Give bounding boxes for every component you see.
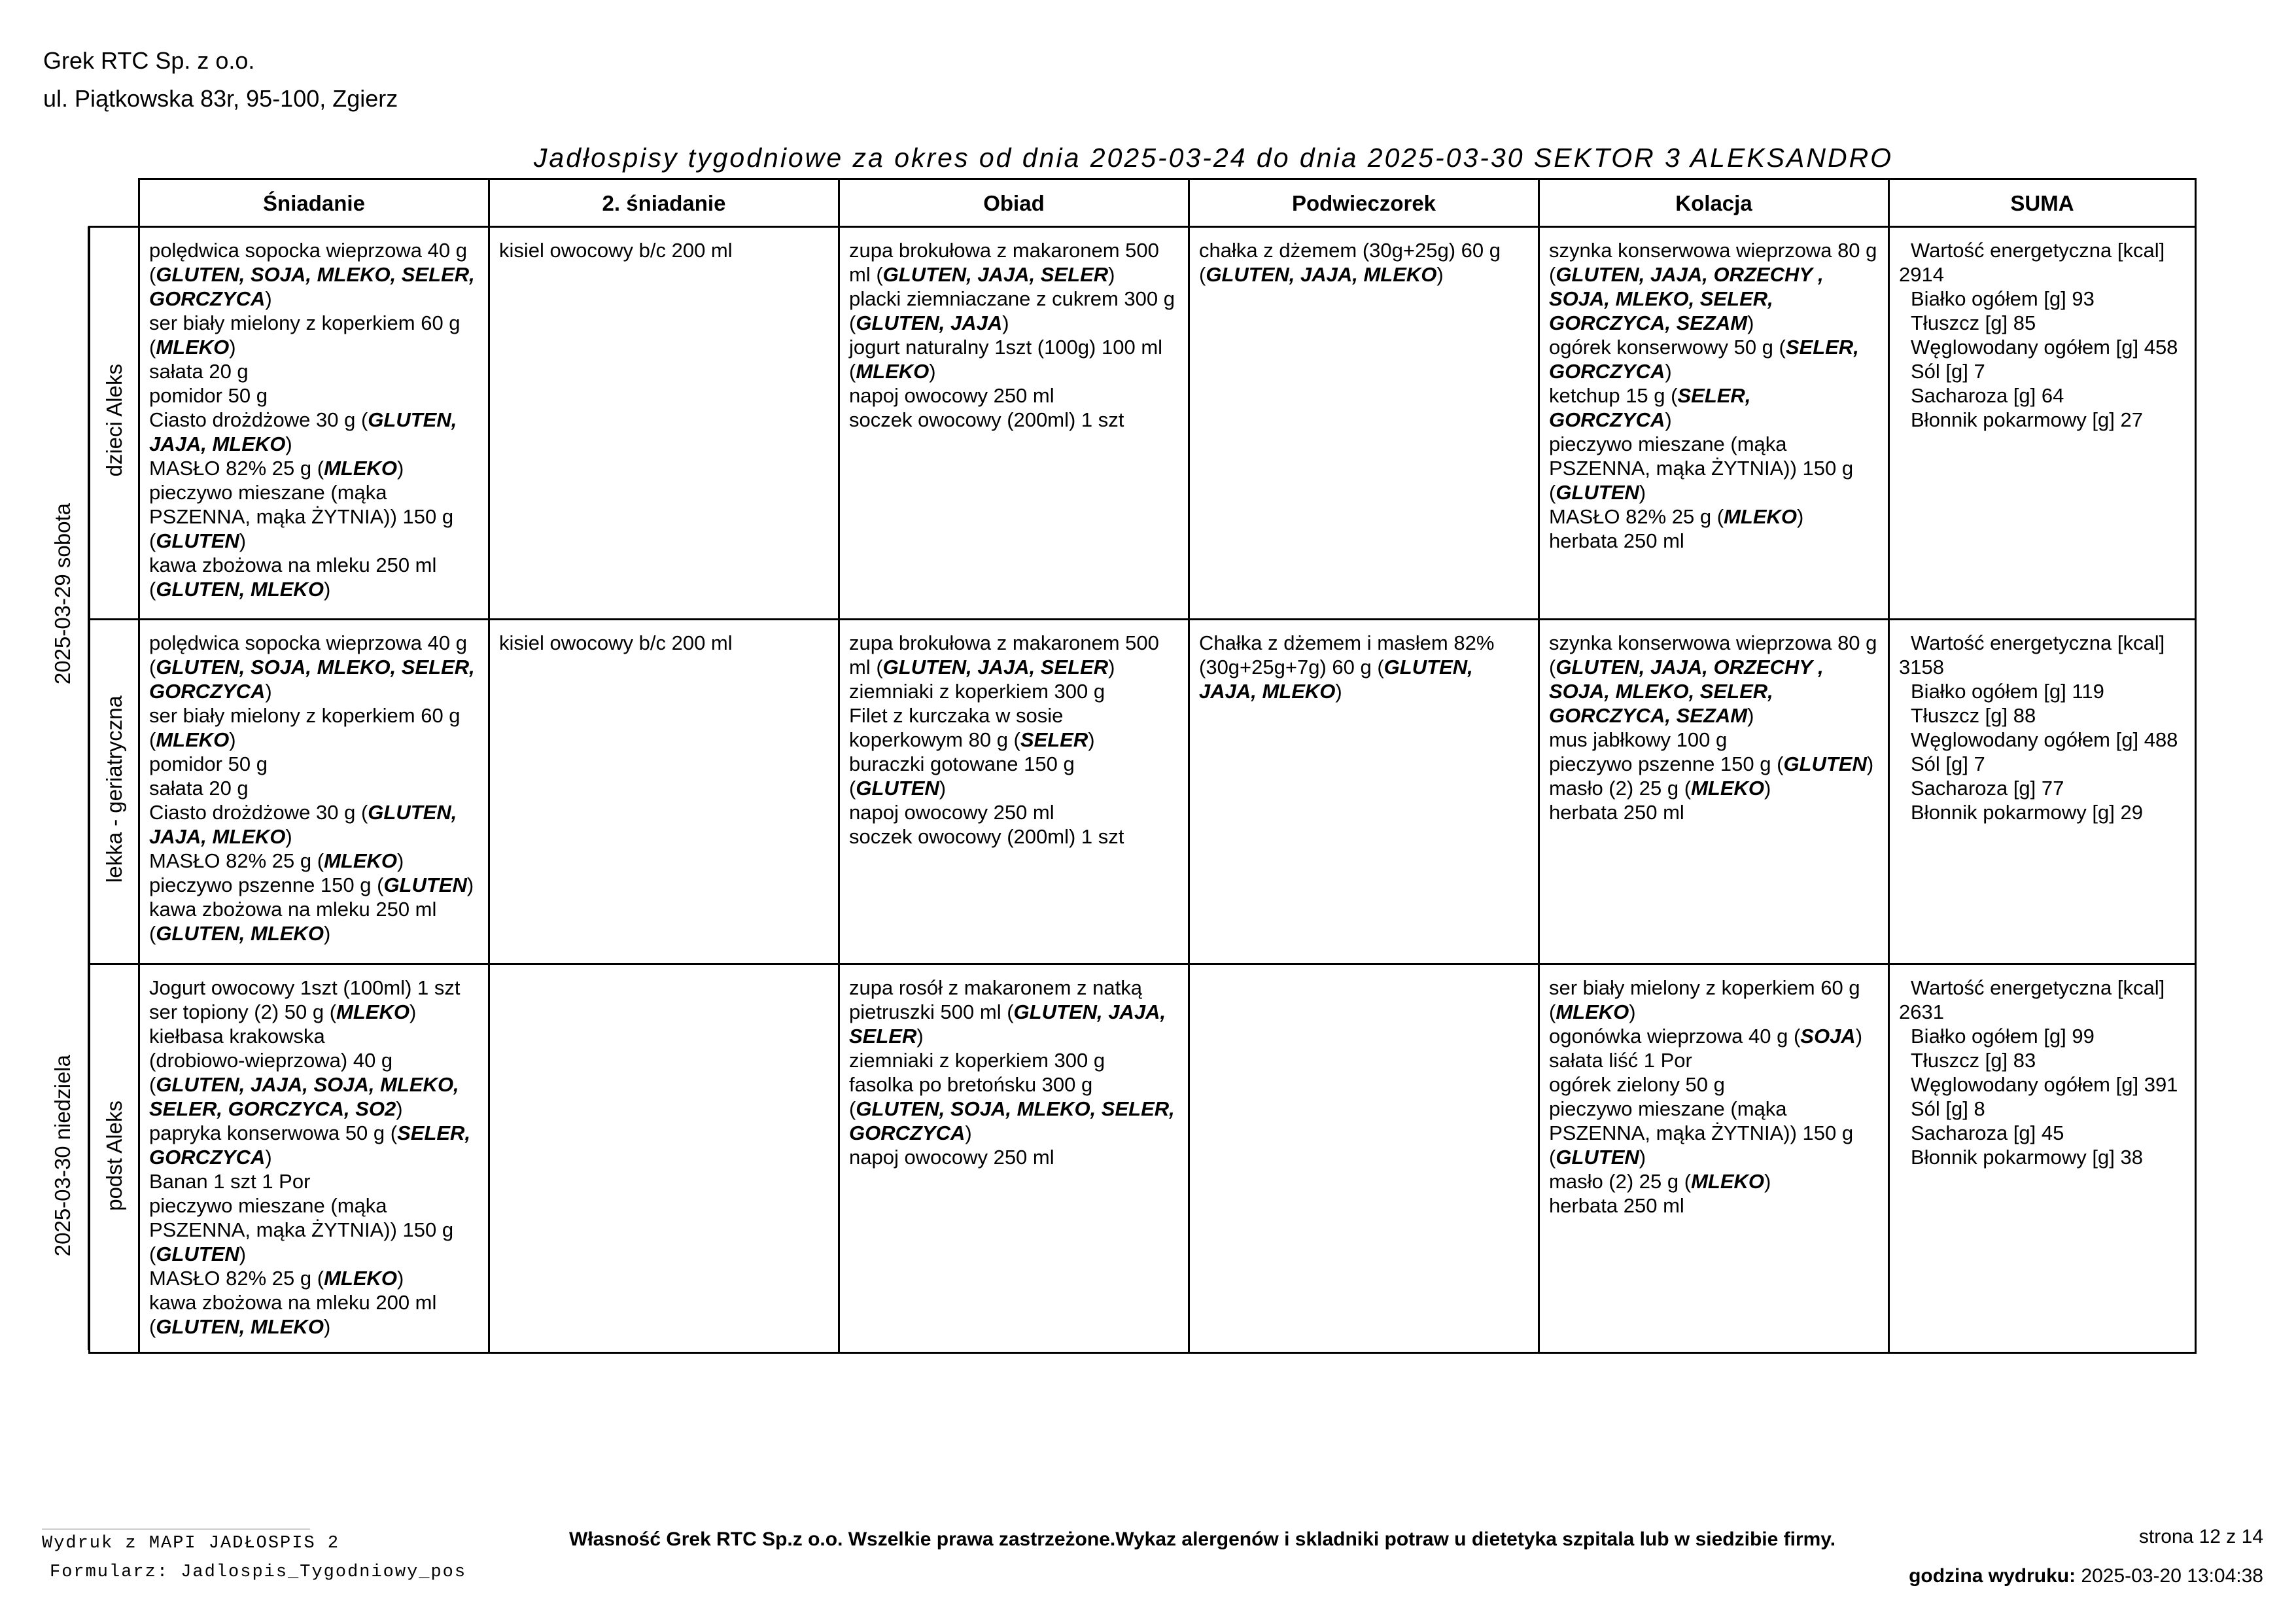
allergen-text: GLUTEN, xyxy=(368,408,457,431)
menu-item-line: polędwica sopocka wieprzowa 40 g xyxy=(149,239,467,262)
menu-item-line: papryka konserwowa 50 g (SELER, xyxy=(149,1121,471,1144)
table-row xyxy=(90,227,2196,620)
menu-item-line: ziemniaki z koperkiem 300 g xyxy=(849,1049,1105,1072)
menu-item-line: mus jabłkowy 100 g xyxy=(1549,728,1728,751)
nutrition-value: Sól [g] 7 xyxy=(1911,752,1985,775)
menu-item-line: sałata liść 1 Por xyxy=(1549,1049,1692,1072)
nutrition-value: 2631 xyxy=(1899,1000,1944,1023)
allergen-text: SOJA, MLEKO, SELER, xyxy=(1549,680,1773,703)
allergen-text: MLEKO xyxy=(1691,777,1765,800)
nutrition-summary-cell xyxy=(1889,227,2196,620)
menu-item-line: pomidor 50 g xyxy=(149,384,268,407)
nutrition-value: Węglowodany ogółem [g] 488 xyxy=(1911,728,2178,751)
allergen-text: JAJA, MLEKO xyxy=(1199,680,1336,703)
allergen-text: GLUTEN, SOJA, MLEKO, SELER, xyxy=(856,1097,1175,1120)
allergen-text: GLUTEN, xyxy=(1383,656,1473,679)
menu-item-line: pieczywo mieszane (mąka xyxy=(149,1194,387,1217)
menu-item-line: GORCZYCA) xyxy=(149,680,272,703)
allergen-text: SELER, GORCZYCA xyxy=(1549,384,1751,431)
nutrition-value: Tłuszcz [g] 88 xyxy=(1911,704,2036,727)
menu-item-line: MASŁO 82% 25 g (MLEKO) xyxy=(149,849,404,872)
allergen-text: GLUTEN xyxy=(383,874,467,896)
menu-item-line: kisiel owocowy b/c 200 ml xyxy=(499,239,733,262)
allergen-text: MLEKO xyxy=(324,1267,398,1290)
menu-item-line: herbata 250 ml xyxy=(1549,1194,1684,1217)
allergen-text: GLUTEN, JAJA, xyxy=(1013,1000,1166,1023)
menu-item-line: jogurt naturalny 1szt (100g) 100 ml xyxy=(849,336,1163,359)
allergen-text: MLEKO xyxy=(156,728,230,751)
menu-item-line: kiełbasa krakowska xyxy=(149,1025,325,1048)
menu-item-line xyxy=(1549,287,1879,311)
nutrition-value: 3158 xyxy=(1899,656,1944,679)
meal-cell xyxy=(839,620,1189,964)
menu-item-line: soczek owocowy (200ml) 1 szt xyxy=(849,408,1124,431)
menu-item-line: (GLUTEN, JAJA, ORZECHY , xyxy=(1549,656,1824,679)
allergen-text: GLUTEN, SOJA, MLEKO, SELER, xyxy=(156,656,475,679)
menu-item-line: SELER, GORCZYCA, SO2) xyxy=(149,1097,403,1120)
menu-item-line: ziemniaki z koperkiem 300 g xyxy=(849,680,1105,703)
allergen-text: SELER, xyxy=(397,1121,471,1144)
menu-item-line: chałka z dżemem (30g+25g) 60 g xyxy=(1199,239,1501,262)
menu-item-line: ser biały mielony z koperkiem 60 g xyxy=(1549,976,1860,999)
menu-item-line: (GLUTEN, JAJA, MLEKO) xyxy=(1199,263,1444,286)
menu-item-line: Banan 1 szt 1 Por xyxy=(149,1170,311,1193)
meal-cell xyxy=(839,227,1189,620)
menu-item-line: (GLUTEN, MLEKO) xyxy=(149,922,331,945)
allergen-text: MLEKO xyxy=(336,1000,409,1023)
column-header-2-sniadanie: 2. śniadanie xyxy=(489,179,839,227)
print-time-label: godzina wydruku: xyxy=(1909,1565,2076,1587)
menu-item-line: pieczywo pszenne 150 g (GLUTEN) xyxy=(149,874,474,896)
menu-item-line: (MLEKO) xyxy=(149,728,236,751)
nutrition-value: Błonnik pokarmowy [g] 29 xyxy=(1911,801,2143,824)
nutrition-summary-cell xyxy=(1889,620,2196,964)
menu-item-line: napoj owocowy 250 ml xyxy=(849,384,1054,407)
menu-item-line: JAJA, MLEKO) xyxy=(149,432,292,455)
nutrition-value: Błonnik pokarmowy [g] 38 xyxy=(1911,1146,2143,1169)
allergen-text: MLEKO xyxy=(856,360,930,383)
meal-cell xyxy=(1539,964,1889,1353)
allergen-text: GORCZYCA xyxy=(849,1121,965,1144)
nutrition-value: Tłuszcz [g] 85 xyxy=(1911,311,2036,334)
allergen-text: GORCZYCA xyxy=(149,287,266,310)
menu-item-line xyxy=(1549,679,1879,703)
menu-item-line: (GLUTEN, SOJA, MLEKO, SELER, xyxy=(149,656,475,679)
header-row xyxy=(90,179,2196,227)
menu-item-line: (GLUTEN) xyxy=(1549,481,1646,504)
menu-item-line: pieczywo pszenne 150 g (GLUTEN) xyxy=(1549,752,1874,775)
allergen-text: GLUTEN xyxy=(856,777,939,800)
meal-cell xyxy=(489,964,839,1353)
meal-cell xyxy=(1539,620,1889,964)
print-time-value: 2025-03-20 13:04:38 xyxy=(2081,1565,2263,1587)
meal-cell xyxy=(1539,227,1889,620)
document-title: Jadłospisy tygodniowe za okres od dnia 2025-03-24 do dnia 2025-03-30 SEKTOR 3 ALEKSANDRO xyxy=(533,143,1894,173)
diet-label-cell xyxy=(90,620,139,964)
menu-item-line: GORCZYCA) xyxy=(1549,360,1672,383)
menu-item-line: ogórek konserwowy 50 g (SELER, xyxy=(1549,336,1859,359)
footer-ownership-notice: Własność Grek RTC Sp.z o.o. Wszelkie prawa zastrzeżone.Wykaz alergenów i skladniki potraw u dietetyka szpitala lub w siedzibie firmy. xyxy=(569,1528,1836,1550)
column-header-suma: SUMA xyxy=(1889,179,2196,227)
diet-label-cell xyxy=(90,964,139,1353)
menu-item-line: soczek owocowy (200ml) 1 szt xyxy=(849,825,1124,848)
menu-item-line: (MLEKO) xyxy=(149,336,236,359)
meal-cell xyxy=(489,227,839,620)
nutrition-value: Sacharoza [g] 64 xyxy=(1911,384,2064,407)
menu-item-line: pieczywo mieszane (mąka xyxy=(1549,432,1787,455)
meal-cell xyxy=(839,964,1189,1353)
menu-item-line: JAJA, MLEKO) xyxy=(1199,680,1342,703)
menu-item-line: (GLUTEN) xyxy=(849,777,947,800)
company-address: ul. Piątkowska 83r, 95-100, Zgierz xyxy=(43,85,398,112)
menu-item-line: JAJA, MLEKO) xyxy=(149,825,292,848)
allergen-text: SOJA xyxy=(1800,1025,1856,1048)
menu-item-line: MASŁO 82% 25 g (MLEKO) xyxy=(1549,505,1804,528)
menu-item-line: PSZENNA, mąka ŻYTNIA)) 150 g xyxy=(1549,1121,1854,1144)
menu-item-line: zupa rosół z makaronem z natką xyxy=(849,976,1142,999)
menu-item-line: (MLEKO) xyxy=(1549,1000,1636,1023)
footer-print-time xyxy=(1909,1565,2263,1587)
allergen-text: GORCZYCA xyxy=(149,1146,266,1169)
nutrition-value: Wartość energetyczna [kcal] xyxy=(1911,239,2165,262)
diet-label: dzieci Aleks xyxy=(102,364,126,477)
menu-item-line: GORCZYCA, SEZAM) xyxy=(1549,311,1754,334)
menu-item-line: kawa zbożowa na mleku 250 ml xyxy=(149,898,437,921)
nutrition-value: Sól [g] 7 xyxy=(1911,360,1985,383)
menu-item-line: PSZENNA, mąka ŻYTNIA)) 150 g xyxy=(1549,457,1854,480)
menu-item-line: Chałka z dżemem i masłem 82% xyxy=(1199,631,1495,654)
menu-item-line: szynka konserwowa wieprzowa 80 g xyxy=(1549,239,1877,262)
day-label-sunday xyxy=(38,962,90,1350)
menu-item-line: koperkowym 80 g (SELER) xyxy=(849,728,1095,751)
menu-item-line: (30g+25g+7g) 60 g (GLUTEN, xyxy=(1199,656,1473,679)
day-label-text: 2025-03-30 niedziela xyxy=(50,1055,75,1257)
menu-item-line: szynka konserwowa wieprzowa 80 g xyxy=(1549,631,1877,654)
column-header-kolacja: Kolacja xyxy=(1539,179,1889,227)
allergen-text: GLUTEN, xyxy=(368,801,457,824)
allergen-text: GLUTEN xyxy=(1783,752,1867,775)
meal-cell xyxy=(1189,227,1539,620)
column-header-sniadanie: Śniadanie xyxy=(139,179,489,227)
menu-item-line: zupa brokułowa z makaronem 500 xyxy=(849,239,1159,262)
allergen-text: GLUTEN xyxy=(156,1243,239,1265)
menu-item-line: zupa brokułowa z makaronem 500 xyxy=(849,631,1159,654)
allergen-text: MLEKO xyxy=(156,336,230,359)
column-header-podwieczorek: Podwieczorek xyxy=(1189,179,1539,227)
nutrition-value: Błonnik pokarmowy [g] 27 xyxy=(1911,408,2143,431)
nutrition-value: Wartość energetyczna [kcal] xyxy=(1911,631,2165,654)
menu-item-line: ser topiony (2) 50 g (MLEKO) xyxy=(149,1000,417,1023)
allergen-text: GLUTEN, SOJA, MLEKO, SELER, xyxy=(156,263,475,286)
allergen-text: GLUTEN xyxy=(156,529,239,552)
allergen-text: GLUTEN, JAJA, SOJA, MLEKO, xyxy=(156,1073,459,1096)
nutrition-value: Sól [g] 8 xyxy=(1911,1097,1985,1120)
menu-item-line: ser biały mielony z koperkiem 60 g xyxy=(149,311,461,334)
menu-item-line: ml (GLUTEN, JAJA, SELER) xyxy=(849,656,1115,679)
column-header-obiad: Obiad xyxy=(839,179,1189,227)
menu-item-line: (GLUTEN, JAJA, SOJA, MLEKO, xyxy=(149,1073,459,1096)
menu-item-line: kisiel owocowy b/c 200 ml xyxy=(499,631,733,654)
menu-item-line: PSZENNA, mąka ŻYTNIA)) 150 g xyxy=(149,1218,454,1241)
nutrition-value: 2914 xyxy=(1899,263,1944,286)
menu-item-line: GORCZYCA) xyxy=(149,1146,272,1169)
menu-item-line: MASŁO 82% 25 g (MLEKO) xyxy=(149,457,404,480)
menu-item-line: ogonówka wieprzowa 40 g (SOJA) xyxy=(1549,1025,1863,1048)
allergen-text: GLUTEN, JAJA, SELER xyxy=(882,263,1109,286)
company-name: Grek RTC Sp. z o.o. xyxy=(43,47,255,74)
menu-item-line: (GLUTEN) xyxy=(1549,1146,1646,1169)
menu-item-line: Ciasto drożdżowe 30 g (GLUTEN, xyxy=(149,408,457,431)
day-label-saturday xyxy=(38,226,90,962)
nutrition-value: Białko ogółem [g] 99 xyxy=(1911,1025,2095,1048)
menu-item-line: (GLUTEN, SOJA, MLEKO, SELER, xyxy=(149,263,475,286)
allergen-text: GLUTEN, JAJA, ORZECHY , xyxy=(1556,656,1824,679)
allergen-text: GORCZYCA xyxy=(149,680,266,703)
allergen-text: GORCZYCA, SEZAM xyxy=(1549,704,1748,727)
allergen-text: GLUTEN, JAJA, ORZECHY , xyxy=(1556,263,1824,286)
menu-item-line: ml (GLUTEN, JAJA, SELER) xyxy=(849,263,1115,286)
menu-item-line: sałata 20 g xyxy=(149,360,249,383)
menu-item-line: sałata 20 g xyxy=(149,777,249,800)
menu-item-line: ogórek zielony 50 g xyxy=(1549,1073,1725,1096)
allergen-text: SELER, GORCZYCA, SO2 xyxy=(149,1097,396,1120)
nutrition-value: Białko ogółem [g] 93 xyxy=(1911,287,2095,310)
nutrition-summary-cell xyxy=(1889,964,2196,1353)
menu-item-line: Ciasto drożdżowe 30 g (GLUTEN, xyxy=(149,801,457,824)
menu-item-line: placki ziemniaczane z cukrem 300 g xyxy=(849,287,1175,310)
allergen-text: MLEKO xyxy=(324,457,398,480)
menu-item-line: (GLUTEN, MLEKO) xyxy=(149,1315,331,1338)
menu-item-line: pomidor 50 g xyxy=(149,752,268,775)
allergen-text: GLUTEN, JAJA, SELER xyxy=(882,656,1109,679)
menu-item-line: herbata 250 ml xyxy=(1549,529,1684,552)
meal-cell xyxy=(139,620,489,964)
meal-cell xyxy=(139,227,489,620)
meal-cell xyxy=(1189,964,1539,1353)
menu-item-line: herbata 250 ml xyxy=(1549,801,1684,824)
diet-label: lekka - geriatryczna xyxy=(102,695,126,883)
menu-item-line: MASŁO 82% 25 g (MLEKO) xyxy=(149,1267,404,1290)
footer-form-name: Formularz: Jadlospis_Tygodniowy_pos xyxy=(50,1562,467,1582)
menu-table xyxy=(88,178,2197,1354)
menu-item-line: GORCZYCA, SEZAM) xyxy=(1549,704,1754,727)
menu-item-line: PSZENNA, mąka ŻYTNIA)) 150 g xyxy=(149,505,454,528)
menu-item-line: kawa zbożowa na mleku 200 ml xyxy=(149,1291,437,1314)
menu-item-line: ser biały mielony z koperkiem 60 g xyxy=(149,704,461,727)
nutrition-value: Sacharoza [g] 77 xyxy=(1911,777,2064,800)
allergen-text: MLEKO xyxy=(1556,1000,1629,1023)
allergen-text: MLEKO xyxy=(1724,505,1798,528)
day-label-text: 2025-03-29 sobota xyxy=(50,503,75,685)
diet-label: podst Aleks xyxy=(102,1101,126,1211)
menu-item-line: buraczki gotowane 150 g xyxy=(849,752,1075,775)
allergen-text: GLUTEN xyxy=(1556,1146,1639,1169)
allergen-text: MLEKO xyxy=(1691,1170,1765,1193)
allergen-text: SOJA, MLEKO, SELER, xyxy=(1549,287,1773,310)
allergen-text: GLUTEN, MLEKO xyxy=(156,1315,324,1338)
allergen-text: GLUTEN, MLEKO xyxy=(156,578,324,601)
menu-item-line: (GLUTEN) xyxy=(149,1243,247,1265)
allergen-text: GLUTEN, JAJA xyxy=(856,311,1003,334)
footer-page-number: strona 12 z 14 xyxy=(2138,1526,2263,1547)
nutrition-value: Białko ogółem [g] 119 xyxy=(1911,680,2104,703)
table-row xyxy=(90,620,2196,964)
allergen-text: SELER, xyxy=(1785,336,1859,359)
menu-item-line: (GLUTEN, JAJA, ORZECHY , xyxy=(1549,263,1824,286)
menu-item-line: pieczywo mieszane (mąka xyxy=(1549,1097,1787,1120)
meal-cell xyxy=(1189,620,1539,964)
menu-item-line: Jogurt owocowy 1szt (100ml) 1 szt xyxy=(149,976,461,999)
nutrition-value: Węglowodany ogółem [g] 391 xyxy=(1911,1073,2178,1096)
menu-item-line: (drobiowo-wieprzowa) 40 g xyxy=(149,1049,393,1072)
menu-item-line: (GLUTEN, JAJA) xyxy=(849,311,1009,334)
nutrition-value: Węglowodany ogółem [g] 458 xyxy=(1911,336,2178,359)
meal-cell xyxy=(489,620,839,964)
footer-print-source: Wydruk z MAPI JADŁOSPIS 2 xyxy=(42,1528,310,1553)
allergen-text: GLUTEN xyxy=(1556,481,1639,504)
menu-item-line: GORCZYCA) xyxy=(849,1121,972,1144)
menu-item-line: (MLEKO) xyxy=(849,360,936,383)
nutrition-value: Wartość energetyczna [kcal] xyxy=(1911,976,2165,999)
menu-item-line: ketchup 15 g (SELER, GORCZYCA) xyxy=(1549,384,1751,431)
menu-item-line: fasolka po bretońsku 300 g xyxy=(849,1073,1093,1096)
allergen-text: MLEKO xyxy=(324,849,398,872)
menu-item-line: (GLUTEN, SOJA, MLEKO, SELER, xyxy=(849,1097,1175,1120)
table-row xyxy=(90,964,2196,1353)
nutrition-value: Sacharoza [g] 45 xyxy=(1911,1121,2064,1144)
menu-item-line: masło (2) 25 g (MLEKO) xyxy=(1549,777,1771,800)
menu-item-line: Filet z kurczaka w sosie xyxy=(849,704,1064,727)
header-corner xyxy=(90,179,139,227)
allergen-text: SELER xyxy=(849,1025,917,1048)
menu-item-line: pieczywo mieszane (mąka xyxy=(149,481,387,504)
allergen-text: JAJA, MLEKO xyxy=(149,432,286,455)
nutrition-value: Tłuszcz [g] 83 xyxy=(1911,1049,2036,1072)
menu-item-line: kawa zbożowa na mleku 250 ml xyxy=(149,554,437,576)
allergen-text: GORCZYCA, SEZAM xyxy=(1549,311,1748,334)
menu-item-line: masło (2) 25 g (MLEKO) xyxy=(1549,1170,1771,1193)
menu-item-line: napoj owocowy 250 ml xyxy=(849,801,1054,824)
meal-cell xyxy=(139,964,489,1353)
menu-item-line: polędwica sopocka wieprzowa 40 g xyxy=(149,631,467,654)
allergen-text: GLUTEN, MLEKO xyxy=(156,922,324,945)
allergen-text: GORCZYCA xyxy=(1549,360,1665,383)
menu-item-line: (GLUTEN, MLEKO) xyxy=(149,578,331,601)
allergen-text: GLUTEN, JAJA, MLEKO xyxy=(1206,263,1437,286)
allergen-text: JAJA, MLEKO xyxy=(149,825,286,848)
allergen-text: SELER xyxy=(1020,728,1088,751)
menu-item-line: (GLUTEN) xyxy=(149,529,247,552)
diet-label-cell xyxy=(90,227,139,620)
menu-item-line: napoj owocowy 250 ml xyxy=(849,1146,1054,1169)
menu-item-line: pietruszki 500 ml (GLUTEN, JAJA, xyxy=(849,1000,1166,1023)
menu-item-line: SELER) xyxy=(849,1025,924,1048)
menu-item-line: GORCZYCA) xyxy=(149,287,272,310)
